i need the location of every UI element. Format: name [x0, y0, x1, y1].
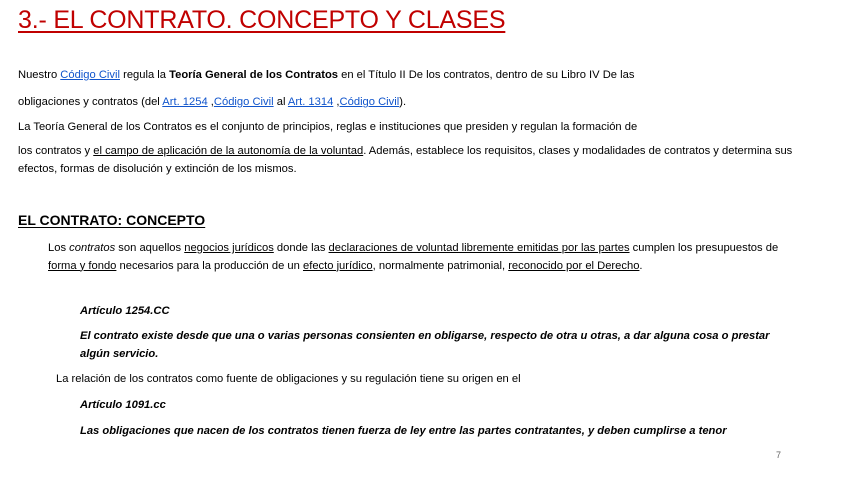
def-underline: reconocido por el Derecho — [508, 259, 640, 272]
def-underline: declaraciones de voluntad libremente emitidas por las partes — [328, 242, 630, 254]
link-codigo-civil-2[interactable]: Código Civil — [213, 96, 274, 108]
page-number: 7 — [776, 450, 782, 460]
intro-text: en el Título II De los contratos, dentro de su Libro IV De las — [338, 69, 635, 81]
intro-line-1 — [18, 66, 634, 85]
intro-line-4 — [18, 143, 828, 178]
def-underline: forma y fondo — [48, 259, 117, 272]
def-italic: contratos — [69, 242, 116, 254]
def-text: necesarios para la producción de un — [116, 259, 303, 272]
intro-text: . Además, establece los requisitos, clases y modalidades de contratos y determina sus efectos, formas de disolución y extinción de los mismos. — [18, 145, 793, 175]
intro-text: los contratos y — [18, 145, 94, 157]
bold-teoria-general: Teoría General de los Contratos — [169, 69, 339, 81]
slide-title: 3.- EL CONTRATO. CONCEPTO Y CLASES — [18, 6, 506, 34]
article-1254-title: Artículo 1254.CC — [80, 305, 170, 317]
def-text: Los — [48, 242, 70, 254]
article-1091-title: Artículo 1091.cc — [80, 399, 166, 411]
def-text: , normalmente patrimonial, — [372, 259, 509, 272]
link-codigo-civil[interactable]: Código Civil — [60, 69, 120, 81]
intro-text: ). — [399, 96, 407, 108]
intro-text: Nuestro — [18, 69, 61, 81]
intro-line-3: La Teoría General de los Contratos es el conjunto de principios, reglas e instituciones que presiden y regulan la formación de — [18, 121, 638, 133]
article-1091-text: Las obligaciones que nacen de los contratos tienen fuerza de ley entre las partes contratantes, y deben cumplirse a tenor — [80, 425, 727, 437]
def-underline: negocios jurídicos — [184, 242, 274, 254]
link-art-1314[interactable]: Art. 1314 — [287, 96, 334, 108]
intro-text: , — [207, 96, 214, 108]
link-codigo-civil-3[interactable]: Código Civil — [339, 96, 400, 108]
def-text: donde las — [273, 242, 329, 254]
section-title: EL CONTRATO: CONCEPTO — [18, 212, 206, 228]
def-text: son aquellos — [115, 242, 185, 254]
link-art-1254[interactable]: Art. 1254 — [162, 96, 208, 108]
def-text: . — [639, 259, 643, 272]
def-text: cumplen los presupuestos de — [629, 242, 779, 254]
definition-paragraph — [48, 240, 798, 275]
intro-text: regula la — [119, 69, 170, 81]
article-1254-text: El contrato existe desde que una o varias personas consienten en obligarse, respecto de otra u otras, a dar alguna cosa o prestar algún servicio. — [80, 330, 770, 360]
underlined-autonomia: el campo de aplicación de la autonomía de la voluntad — [93, 145, 364, 157]
relation-line: La relación de los contratos como fuente de obligaciones y su regulación tiene su origen en el — [56, 373, 521, 385]
intro-line-2 — [18, 93, 406, 112]
intro-text: al — [273, 96, 288, 108]
def-underline: efecto jurídico — [302, 259, 373, 272]
intro-text: , — [333, 96, 340, 108]
intro-text: obligaciones y contratos (del — [18, 96, 163, 108]
